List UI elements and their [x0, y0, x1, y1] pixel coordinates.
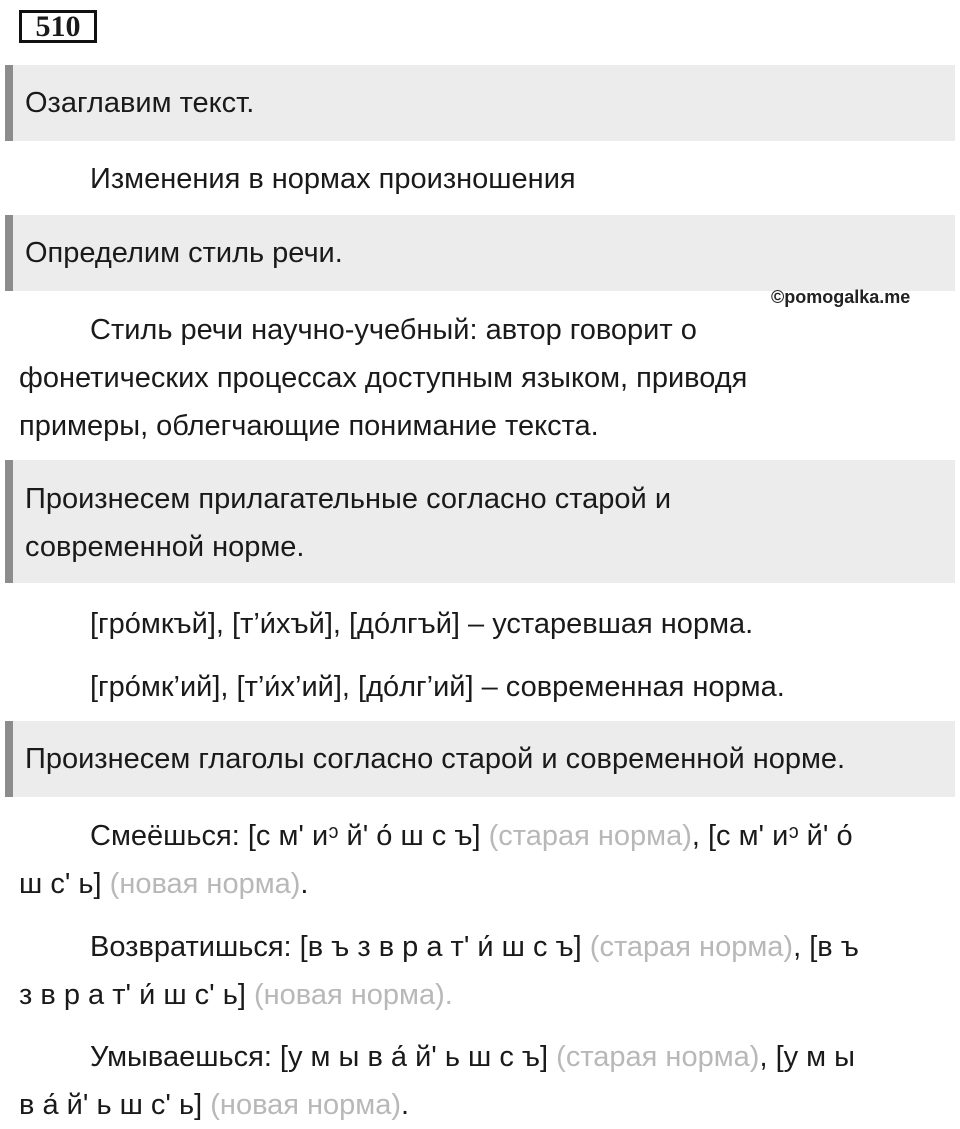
verb-old-transcription: Возвратишься: [в ъ з в р а т' и́ ш с ъ]	[90, 931, 582, 963]
section-heading-style	[5, 215, 955, 291]
adjectives-old-norm: [гро́мкъй], [т’и́хъй], [до́лгъй] – устаревшая норма.	[90, 608, 754, 640]
verb-line	[19, 1081, 939, 1129]
separator: ,	[793, 931, 802, 963]
old-norm-label: (старая норма)	[488, 820, 692, 852]
verb-new-transcription: ш с' ь]	[19, 868, 102, 900]
verb-paragraph-smeyoshsya	[19, 812, 939, 908]
section-heading-adjectives	[5, 460, 955, 583]
verb-old-transcription: Умываешься: [у м ы в а́ й' ь ш с ъ]	[90, 1041, 549, 1073]
verb-paragraph-vozvratishsya	[19, 923, 939, 1019]
paragraph-line: примеры, облегчающие понимание текста.	[19, 410, 599, 442]
heading-text: Произнесем глаголы согласно старой и современной норме.	[25, 743, 846, 775]
heading-text: Озаглавим текст.	[25, 87, 255, 119]
verb-new-transcription: [с м' иᵓ й' о́	[708, 820, 853, 852]
verb-old-transcription: Смеёшься: [с м' иᵓ й' о́ ш с ъ]	[90, 820, 481, 852]
verb-line	[19, 1033, 939, 1081]
title-paragraph	[19, 155, 939, 203]
paragraph-line: Изменения в нормах произношения	[90, 163, 576, 195]
verb-line	[19, 812, 939, 860]
paragraph-line: Стиль речи научно-учебный: автор говорит о	[90, 314, 697, 346]
task-number: 510	[19, 10, 97, 43]
heading-text: Произнесем прилагательные согласно старой и	[25, 483, 672, 515]
terminator: .	[401, 1089, 410, 1121]
verb-new-transcription: з в р а т' и́ ш с' ь]	[19, 979, 246, 1011]
verb-new-transcription: в а́ й' ь ш с' ь]	[19, 1089, 203, 1121]
separator: ,	[691, 820, 700, 852]
adjectives-new-norm: [гро́мк’ий], [т’и́х’ий], [до́лг’ий] – современная норма.	[90, 671, 785, 703]
verb-new-transcription: [в ъ	[809, 931, 859, 963]
verb-line	[19, 923, 939, 971]
section-heading-verbs	[5, 721, 955, 797]
new-norm-label: (новая норма)	[210, 1089, 402, 1121]
verb-paragraph-umyvaeshsya	[19, 1033, 939, 1129]
separator: ,	[759, 1041, 768, 1073]
old-norm-label: (старая норма)	[589, 931, 794, 963]
adjectives-paragraph	[19, 663, 939, 711]
new-norm-label: (новая норма).	[253, 979, 453, 1011]
new-norm-label: (новая норма)	[109, 868, 301, 900]
verb-line	[19, 860, 939, 908]
adjectives-paragraph	[19, 600, 939, 648]
watermark: ©pomogalka.me	[771, 287, 911, 307]
verb-line	[19, 971, 939, 1019]
paragraph-line: фонетических процессах доступным языком, приводя	[19, 362, 748, 394]
style-paragraph	[19, 306, 939, 450]
section-heading-title	[5, 65, 955, 141]
verb-new-transcription: [у м ы	[775, 1041, 856, 1073]
terminator: .	[300, 868, 309, 900]
heading-text: Определим стиль речи.	[25, 237, 343, 269]
old-norm-label: (старая норма)	[556, 1041, 760, 1073]
heading-text: современной норме.	[25, 531, 305, 563]
